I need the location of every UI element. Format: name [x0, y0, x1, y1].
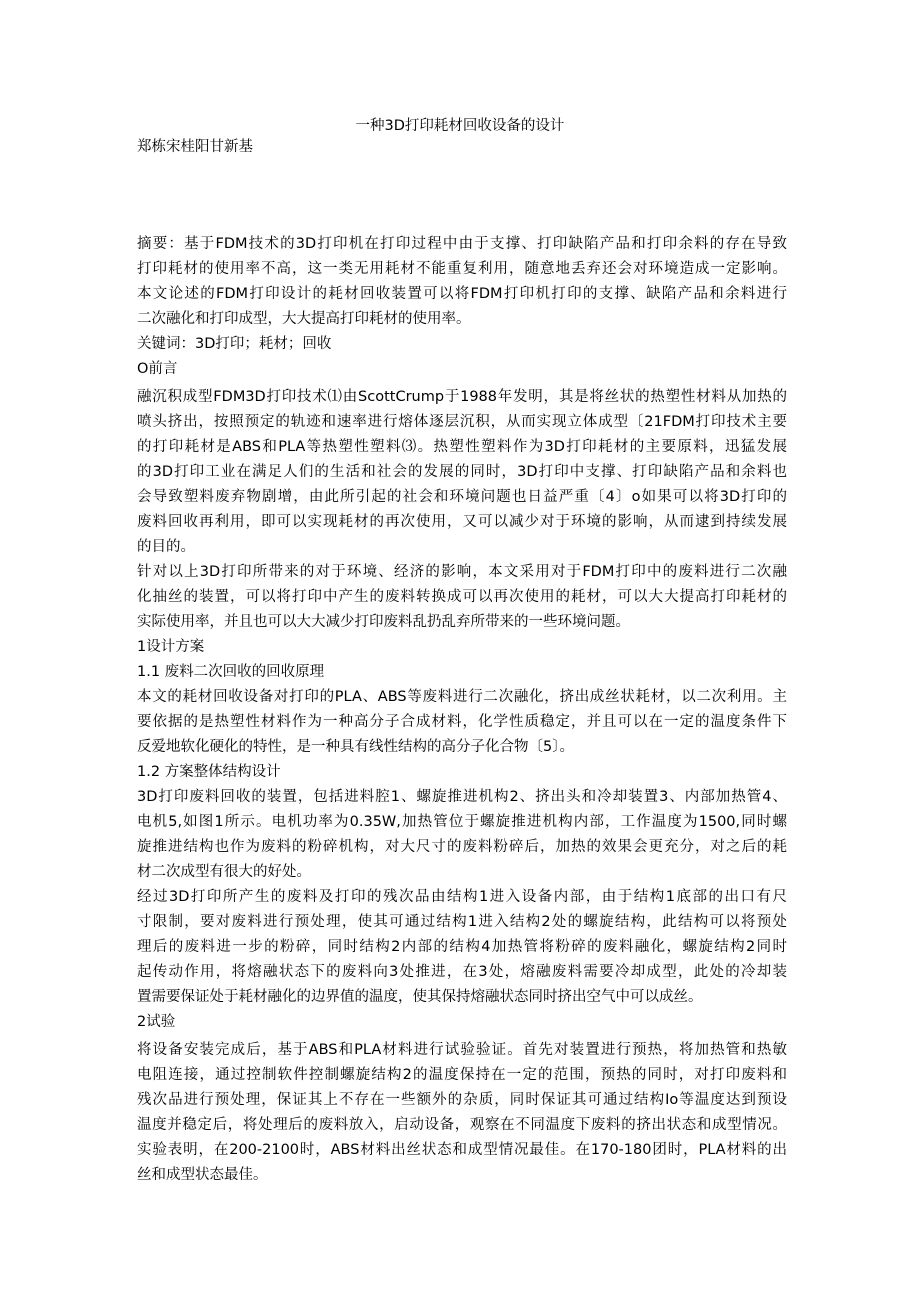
paragraph-line: 反爱地软化硬化的特性，是一种具有线性结构的高分子化合物〔5〕。: [137, 739, 574, 755]
paper-title: 一种3D打印耗材回收设备的设计: [355, 118, 565, 134]
section-heading-2: 2试验: [137, 1014, 176, 1030]
paragraph-line: 针对以上3D打印所带来的对于环境、经济的影响，本文采用对于FDM打印中的废料进行二次融: [137, 564, 787, 580]
paragraph-line: 丝和成型状态最佳。: [137, 1167, 268, 1183]
paragraph-line: 3D打印废料回收的装置，包括进料腔1、螺旋推进机构2、挤出头和冷却装置3、内部加热管4、: [137, 789, 787, 805]
paragraph-line: 残次品进行预处理，保证其上不存在一些额外的杂质，同时保证其可通过结构Io等温度达到预设: [137, 1092, 787, 1108]
paragraph-line: 会导致塑料废弃物剧增，由此所引起的社会和环境问题也日益严重〔4〕o如果可以将3D打印的: [137, 489, 787, 505]
paragraph-line: 融沉积成型FDM3D打印技术⑴由ScottCrump于1988年发明，其是将丝状的热塑性材料从加热的: [137, 389, 787, 405]
subsection-heading-1-1: 1.1 废料二次回收的回收原理: [137, 664, 325, 680]
paragraph-line: 化抽丝的装置，可以将打印中产生的废料转换成可以再次使用的耗材，可以大大提高打印耗材的: [137, 589, 787, 605]
intro-paragraph-1: [137, 385, 787, 560]
paragraph-line: 温度并稳定后，将处理后的废料放入，启动设备，观察在不同温度下废料的挤出状态和成型情况。: [137, 1117, 787, 1133]
paper-body: [137, 232, 787, 1188]
paragraph-line: 将设备安装完成后，基于ABS和PLA材料进行试验验证。首先对装置进行预热，将加热管和热敏: [137, 1042, 787, 1058]
paragraph-line: 电阻连接，通过控制软件控制螺旋结构2的温度保持在一定的范围，预热的同时，对打印废料和: [137, 1067, 787, 1083]
keywords: 关键词：3D打印；耗材；回收: [137, 336, 332, 352]
abstract-line: 本文论述的FDM打印设计的耗材回收装置可以将FDM打印机打印的支撑、缺陷产品和余料进行: [137, 286, 787, 302]
paragraph-line: 本文的耗材回收设备对打印的PLA、ABS等废料进行二次融化，挤出成丝状耗材，以二次利用。主: [137, 689, 787, 705]
author-list: 郑栋宋桂阳甘新基: [137, 139, 253, 155]
paragraph-line: 实际使用率，并且也可以大大减少打印废料乱扔乱弃所带来的一些环境问题。: [137, 614, 630, 630]
paragraph-1-2a: [137, 785, 787, 885]
abstract-line: 打印耗材的使用率不高，这一类无用耗材不能重复利用，随意地丢弃还会对环境造成一定影响。: [137, 261, 787, 277]
paragraph-line: 寸限制，要对废料进行预处理，使其可通过结构1进入结构2处的螺旋结构，此结构可以将预处: [137, 914, 787, 930]
paragraph-line: 的目的。: [137, 539, 195, 555]
paragraph-line: 旋推进结构也作为废料的粉碎机构，对大尺寸的废料粉碎后，加热的效果会更充分，对之后的耗: [137, 839, 787, 855]
paragraph-line: 实验表明，在200-2100时，ABS材料出丝状态和成型情况最佳。在170-180团时，PLA材料的出: [137, 1142, 787, 1158]
paragraph-line: 理后的废料进一步的粉碎，同时结构2内部的结构4加热管将粉碎的废料融化，螺旋结构2同时: [137, 939, 787, 955]
paragraph-2: [137, 1038, 787, 1188]
paragraph-line: 废料回收再利用，即可以实现耗材的再次使用，又可以减少对于环境的影响，从而逮到持续发展: [137, 514, 787, 530]
paragraph-line: 要依据的是热塑性材料作为一种高分子合成材料，化学性质稳定，并且可以在一定的温度条件下: [137, 714, 787, 730]
paragraph-line: 起传动作用，将熔融状态下的废料向3处推进，在3处，熔融废料需要冷却成型，此处的冷却装: [137, 964, 787, 980]
abstract-line: 摘要：基于FDM技术的3D打印机在打印过程中由于支撑、打印缺陷产品和打印余料的存在导致: [137, 236, 787, 252]
paragraph-line: 的3D打印工业在满足人们的生活和社会的发展的同时，3D打印中支撑、打印缺陷产品和余料也: [137, 464, 787, 480]
section-heading-0: O前言: [137, 361, 178, 377]
paragraph-1-2b: [137, 885, 787, 1010]
paragraph-line: 经过3D打印所产生的废料及打印的残次品由结构1进入设备内部，由于结构1底部的出口有尺: [137, 889, 787, 905]
paragraph-line: 置需要保证处于耗材融化的边界值的温度，使其保持熔融状态同时挤出空气中可以成丝。: [137, 989, 703, 1005]
paragraph-line: 材二次成型有很大的好处。: [137, 864, 311, 880]
subsection-heading-1-2: 1.2 方案整体结构设计: [137, 764, 281, 780]
paragraph-1-1: [137, 685, 787, 760]
abstract: [137, 232, 787, 332]
paragraph-line: 电机5,如图1所示。电机功率为0.35W,加热管位于螺旋推进机构内部，工作温度为1500,同时螺: [137, 814, 787, 830]
paragraph-line: 的打印耗材是ABS和PLA等热塑性塑料⑶。热塑性塑料作为3D打印耗材的主要原料，迅猛发展: [137, 439, 787, 455]
intro-paragraph-2: [137, 560, 787, 635]
paragraph-line: 喷头挤出，按照预定的轨迹和速率进行熔体逐层沉积，从而实现立体成型〔21FDM打印技术主要: [137, 414, 787, 430]
abstract-line: 二次融化和打印成型，大大提高打印耗材的使用率。: [137, 311, 471, 327]
section-heading-1: 1设计方案: [137, 639, 205, 655]
